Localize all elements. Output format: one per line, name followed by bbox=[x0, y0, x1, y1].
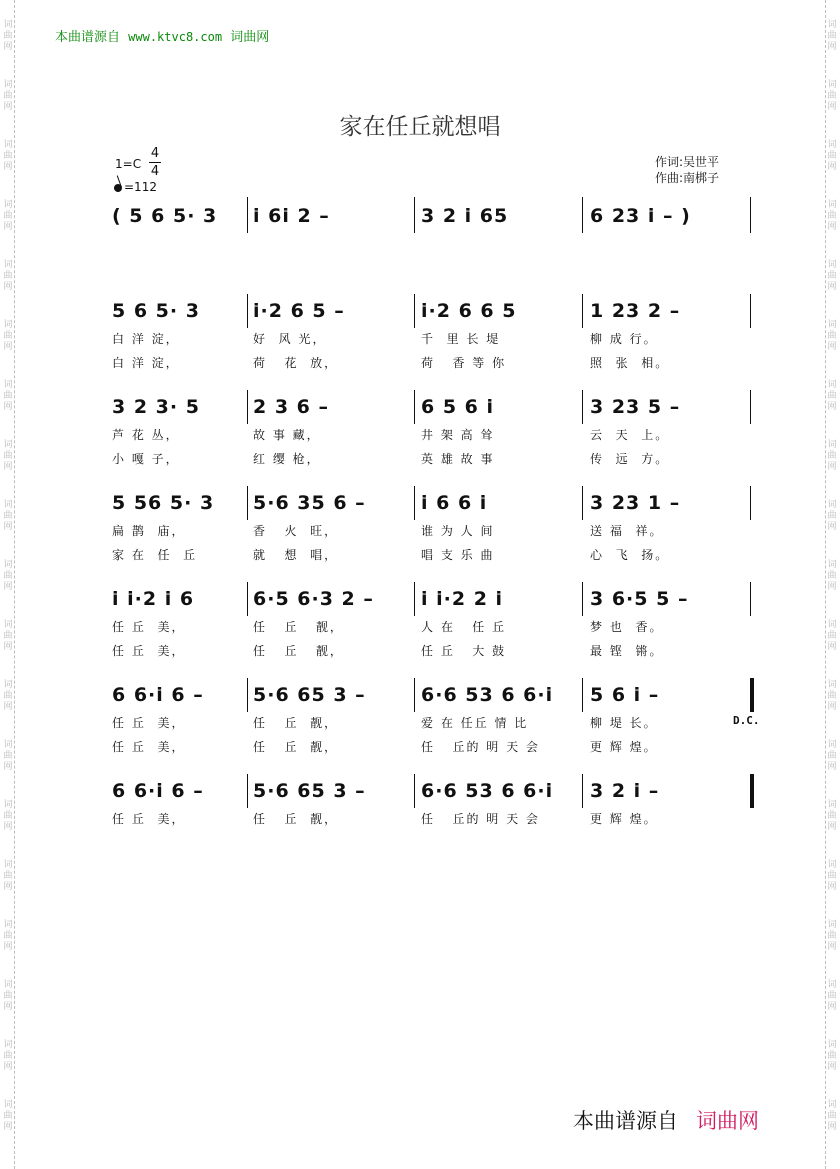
lyric-line: 任 丘 靓， bbox=[253, 812, 339, 826]
tempo-marking bbox=[114, 180, 157, 194]
lyric-line: 荷 香 等 你 bbox=[421, 356, 507, 370]
watermark-mark: 词 曲 网 bbox=[3, 860, 13, 892]
barline bbox=[247, 390, 248, 424]
notation-line bbox=[0, 684, 840, 712]
watermark-mark: 词 曲 网 bbox=[3, 140, 13, 172]
barline bbox=[414, 678, 415, 712]
watermark-mark: 词 曲 网 bbox=[827, 140, 837, 172]
notation-line bbox=[0, 492, 840, 520]
lyric-line: 芦 花 丛， bbox=[112, 428, 180, 442]
watermark-mark: 词 曲 网 bbox=[827, 1100, 837, 1132]
barline bbox=[750, 678, 754, 712]
lyric-line: 唱 支 乐 曲 bbox=[421, 548, 495, 562]
watermark-mark: 词 曲 网 bbox=[827, 920, 837, 952]
notation-line bbox=[0, 396, 840, 424]
lyric-line: 红 缨 枪， bbox=[253, 452, 321, 466]
watermark-mark: 词 曲 网 bbox=[827, 440, 837, 472]
measure: i 6 6 i bbox=[421, 492, 488, 514]
barline bbox=[414, 197, 415, 233]
lyric-line: 照 张 相。 bbox=[590, 356, 670, 370]
measure: 3 2 3· 5 bbox=[112, 396, 200, 418]
barline bbox=[247, 197, 248, 233]
time-signature bbox=[149, 146, 161, 179]
lyric-line: 心 飞 扬。 bbox=[590, 548, 670, 562]
measure: 6·6 53 6 6·i bbox=[421, 780, 554, 802]
barline bbox=[582, 582, 583, 616]
measure: 5 56 5· 3 bbox=[112, 492, 215, 514]
watermark-mark: 词 曲 网 bbox=[3, 500, 13, 532]
measure: i·2 6 5 – bbox=[253, 300, 345, 322]
barline bbox=[582, 774, 583, 808]
lyric-line: 井 架 高 耸 bbox=[421, 428, 495, 442]
barline bbox=[750, 197, 751, 233]
lyric-line: 更 辉 煌。 bbox=[590, 740, 658, 754]
lyric-line: 更 辉 煌。 bbox=[590, 812, 658, 826]
barline bbox=[247, 774, 248, 808]
lyric-line: 扁 鹊 庙， bbox=[112, 524, 186, 538]
measure: 6·6 53 6 6·i bbox=[421, 684, 554, 706]
barline bbox=[247, 486, 248, 520]
measure: 6·5 6·3 2 – bbox=[253, 588, 374, 610]
quarter-note-icon bbox=[113, 183, 123, 193]
barline bbox=[247, 582, 248, 616]
barline bbox=[414, 390, 415, 424]
measure: 3 23 5 – bbox=[590, 396, 681, 418]
watermark-mark: 词 曲 网 bbox=[827, 560, 837, 592]
lyric-line: 任 丘 靓， bbox=[253, 620, 344, 634]
barline bbox=[247, 678, 248, 712]
lyric-line: 谁 为 人 间 bbox=[421, 524, 495, 538]
time-bottom: 4 bbox=[150, 164, 160, 179]
watermark-mark: 词 曲 网 bbox=[827, 1040, 837, 1072]
watermark-mark: 词 曲 网 bbox=[3, 980, 13, 1012]
lyric-line: 荷 花 放， bbox=[253, 356, 339, 370]
footer-source-prefix: 本曲谱源自 bbox=[573, 1109, 678, 1133]
notation-line bbox=[0, 780, 840, 808]
watermark-mark: 词 曲 网 bbox=[3, 80, 13, 112]
key-signature: 1=C bbox=[115, 157, 142, 171]
measure: 5·6 65 3 – bbox=[253, 780, 366, 802]
barline bbox=[750, 486, 751, 520]
barline bbox=[750, 294, 751, 328]
lyric-line: 梦 也 香。 bbox=[590, 620, 664, 634]
lyric-line: 任 丘 美， bbox=[112, 620, 186, 634]
lyric-line: 英 雄 故 事 bbox=[421, 452, 495, 466]
measure: 3 23 1 – bbox=[590, 492, 681, 514]
lyric-line: 任 丘 美， bbox=[112, 644, 186, 658]
lyric-line: 传 远 方。 bbox=[590, 452, 670, 466]
bottom-source-line bbox=[573, 1105, 759, 1135]
lyric-line: 柳 成 行。 bbox=[590, 332, 658, 346]
barline bbox=[582, 294, 583, 328]
lyric-line: 故 事 藏， bbox=[253, 428, 321, 442]
watermark-mark: 词 曲 网 bbox=[827, 980, 837, 1012]
watermark-mark: 词 曲 网 bbox=[827, 860, 837, 892]
measure: ( 5 6 5· 3 bbox=[112, 205, 218, 227]
lyric-line: 最 铿 锵。 bbox=[590, 644, 664, 658]
watermark-mark: 词 曲 网 bbox=[827, 260, 837, 292]
source-url[interactable]: www.ktvc8.com bbox=[128, 30, 223, 44]
time-top: 4 bbox=[150, 146, 160, 161]
watermark-mark: 词 曲 网 bbox=[3, 20, 13, 52]
lyric-line: 任 丘 美， bbox=[112, 812, 186, 826]
notation-line bbox=[0, 205, 840, 233]
measure: 5·6 65 3 – bbox=[253, 684, 366, 706]
watermark-mark: 词 曲 网 bbox=[3, 740, 13, 772]
lyric-line: 白 洋 淀， bbox=[112, 332, 180, 346]
watermark-mark: 词 曲 网 bbox=[3, 560, 13, 592]
lyricist: 作词:吴世平 bbox=[655, 155, 720, 169]
barline bbox=[582, 486, 583, 520]
watermark-mark: 词 曲 网 bbox=[827, 800, 837, 832]
barline bbox=[750, 390, 751, 424]
barline bbox=[247, 294, 248, 328]
lyric-line: 任 丘的 明 天 会 bbox=[421, 740, 540, 754]
watermark-mark: 词 曲 网 bbox=[3, 680, 13, 712]
measure: 6 6·i 6 – bbox=[112, 780, 204, 802]
lyric-line: 任 丘 靓， bbox=[253, 644, 344, 658]
measure: 3 6·5 5 – bbox=[590, 588, 689, 610]
lyric-line: 任 丘 靓， bbox=[253, 716, 339, 730]
watermark-mark: 词 曲 网 bbox=[3, 260, 13, 292]
watermark-mark: 词 曲 网 bbox=[827, 740, 837, 772]
watermark-mark: 词 曲 网 bbox=[3, 1100, 13, 1132]
measure: 6 5 6 i bbox=[421, 396, 495, 418]
lyric-line: 柳 堤 长。 bbox=[590, 716, 658, 730]
lyric-line: 好 风 光， bbox=[253, 332, 327, 346]
lyric-line: 千 里 长 堤 bbox=[421, 332, 501, 346]
measure: 5·6 35 6 – bbox=[253, 492, 366, 514]
watermark-mark: 词 曲 网 bbox=[3, 920, 13, 952]
watermark-mark: 词 曲 网 bbox=[827, 380, 837, 412]
watermark-mark: 词 曲 网 bbox=[3, 620, 13, 652]
barline bbox=[414, 486, 415, 520]
source-site[interactable]: 词曲网 bbox=[230, 30, 270, 45]
barline bbox=[750, 582, 751, 616]
watermark-mark: 词 曲 网 bbox=[827, 500, 837, 532]
lyric-line: 任 丘 美， bbox=[112, 740, 186, 754]
measure: i i·2 2 i bbox=[421, 588, 504, 610]
notation-line bbox=[0, 588, 840, 616]
composer: 作曲:南梆子 bbox=[655, 171, 720, 185]
watermark-mark: 词 曲 网 bbox=[827, 20, 837, 52]
footer-source-site[interactable]: 词曲网 bbox=[696, 1109, 759, 1133]
lyric-line: 云 天 上。 bbox=[590, 428, 670, 442]
lyric-line: 小 嘎 子， bbox=[112, 452, 180, 466]
lyric-line: 家 在 任 丘 bbox=[112, 548, 198, 562]
watermark-mark: 词 曲 网 bbox=[3, 380, 13, 412]
watermark-mark: 词 曲 网 bbox=[827, 200, 837, 232]
measure: 6 6·i 6 – bbox=[112, 684, 204, 706]
top-source-line bbox=[55, 26, 269, 45]
lyric-line: 人 在 任 丘 bbox=[421, 620, 507, 634]
watermark-mark: 词 曲 网 bbox=[827, 620, 837, 652]
measure: i i·2 i 6 bbox=[112, 588, 195, 610]
notation-line bbox=[0, 300, 840, 328]
da-capo-marking: D.C. bbox=[733, 714, 760, 727]
lyric-line: 任 丘的 明 天 会 bbox=[421, 812, 540, 826]
watermark-mark: 词 曲 网 bbox=[3, 800, 13, 832]
lyric-line: 任 丘 靓， bbox=[253, 740, 339, 754]
lyric-line: 爱 在 任丘 情 比 bbox=[421, 716, 529, 730]
watermark-mark: 词 曲 网 bbox=[827, 320, 837, 352]
measure: 5 6 5· 3 bbox=[112, 300, 200, 322]
measure: i 6i 2 – bbox=[253, 205, 330, 227]
watermark-mark: 词 曲 网 bbox=[3, 440, 13, 472]
barline bbox=[582, 197, 583, 233]
lyric-line: 香 火 旺， bbox=[253, 524, 339, 538]
watermark-mark: 词 曲 网 bbox=[3, 200, 13, 232]
barline bbox=[414, 582, 415, 616]
barline bbox=[582, 678, 583, 712]
source-prefix: 本曲谱源自 bbox=[55, 30, 121, 45]
lyric-line: 任 丘 美， bbox=[112, 716, 186, 730]
lyric-line: 白 洋 淀， bbox=[112, 356, 180, 370]
measure: i·2 6 6 5 bbox=[421, 300, 517, 322]
measure: 3 2 i 65 bbox=[421, 205, 509, 227]
measure: 1 23 2 – bbox=[590, 300, 681, 322]
watermark-mark: 词 曲 网 bbox=[3, 320, 13, 352]
measure: 2 3 6 – bbox=[253, 396, 330, 418]
watermark-mark: 词 曲 网 bbox=[827, 680, 837, 712]
song-title: 家在任丘就想唱 bbox=[339, 114, 501, 140]
lyric-line: 送 福 祥。 bbox=[590, 524, 664, 538]
barline bbox=[414, 294, 415, 328]
lyric-line: 就 想 唱， bbox=[253, 548, 339, 562]
barline bbox=[414, 774, 415, 808]
barline bbox=[582, 390, 583, 424]
measure: 5 6 i – bbox=[590, 684, 660, 706]
lyric-line: 任 丘 大 鼓 bbox=[421, 644, 507, 658]
watermark-mark: 词 曲 网 bbox=[3, 1040, 13, 1072]
watermark-mark: 词 曲 网 bbox=[827, 80, 837, 112]
measure: 3 2 i – bbox=[590, 780, 660, 802]
measure: 6 23 i – ) bbox=[590, 205, 691, 227]
barline bbox=[750, 774, 754, 808]
tempo-value: =112 bbox=[124, 180, 157, 194]
